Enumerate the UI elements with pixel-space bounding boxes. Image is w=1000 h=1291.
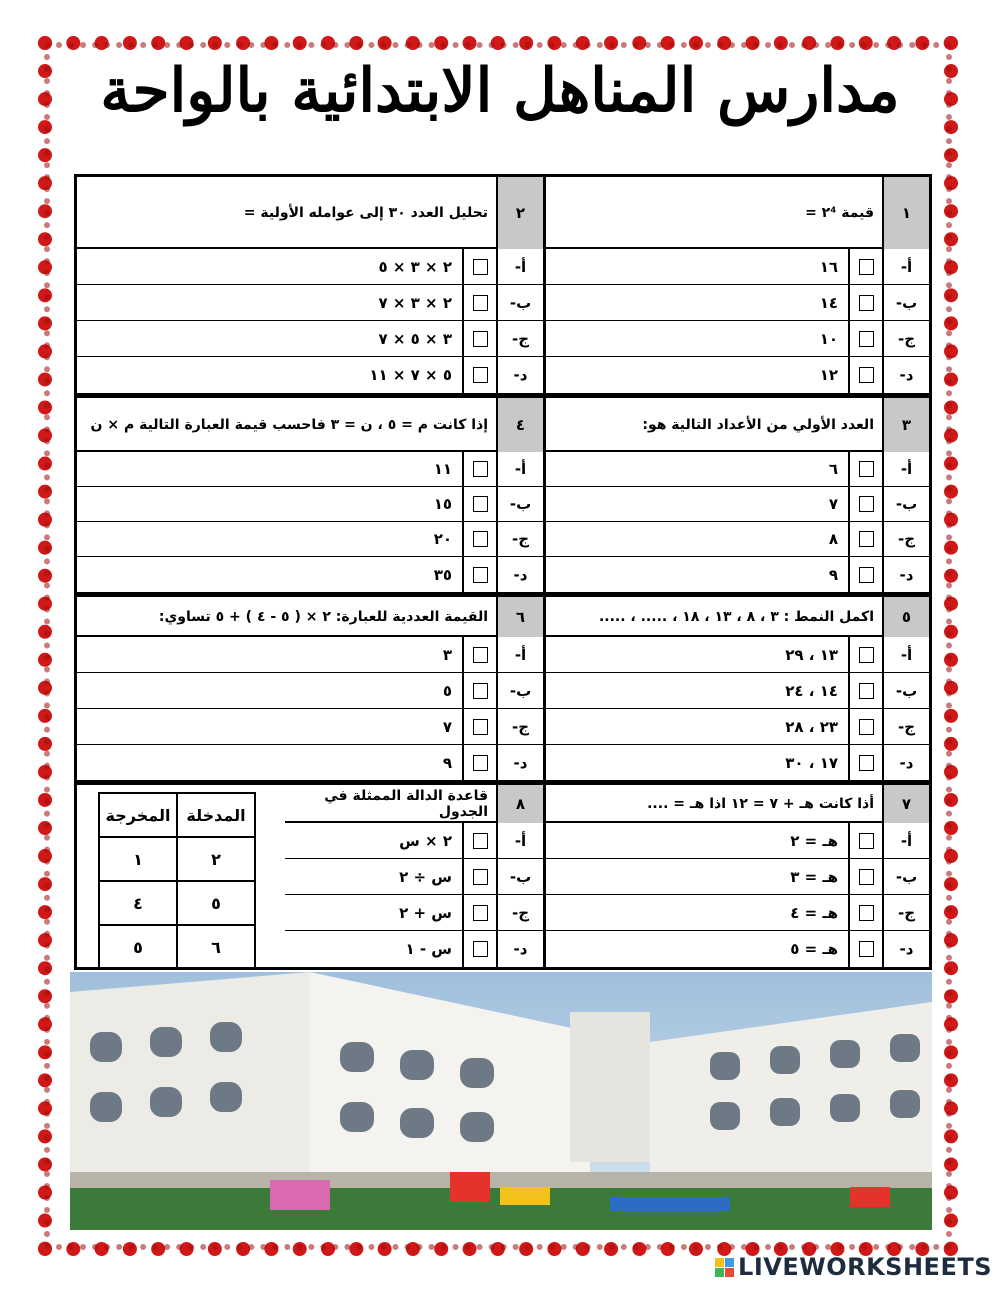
option-letter: ج-	[882, 895, 929, 930]
answer-checkbox[interactable]	[859, 295, 874, 311]
question-text: اكمل النمط : ٣ ، ٨ ، ١٣ ، ١٨ ، ..... ، .....	[598, 609, 874, 625]
question-header	[546, 177, 929, 249]
checkbox-cell	[848, 357, 882, 393]
checkbox-cell	[462, 321, 496, 356]
option-letter: أ-	[882, 823, 929, 858]
checkbox-cell	[848, 557, 882, 592]
option-letter: أ-	[496, 823, 543, 858]
option-letter: ج-	[496, 895, 543, 930]
school-building-photo	[70, 972, 932, 1230]
checkbox-cell	[462, 931, 496, 967]
answer-option[interactable]	[546, 557, 929, 592]
liveworksheets-logo-icon	[715, 1258, 734, 1277]
table-cell: ٥	[177, 881, 255, 925]
checkbox-cell	[848, 522, 882, 556]
question-number: ٣	[882, 398, 929, 452]
option-value: ٨	[828, 530, 838, 548]
answer-checkbox[interactable]	[859, 367, 874, 383]
answer-option[interactable]	[546, 249, 929, 285]
option-value: ١٢	[819, 366, 838, 384]
option-value: ٩	[828, 565, 838, 584]
answer-checkbox[interactable]	[859, 647, 874, 663]
answer-checkbox[interactable]	[473, 461, 488, 477]
school-photo-illustration	[70, 972, 932, 1230]
option-letter: أ-	[496, 452, 543, 486]
answer-option[interactable]	[546, 285, 929, 321]
table-cell: ٤	[99, 881, 177, 925]
answer-option[interactable]	[77, 637, 543, 673]
question-number: ٤	[496, 398, 543, 452]
option-letter: د-	[882, 557, 929, 592]
answer-option[interactable]	[546, 522, 929, 557]
answer-checkbox[interactable]	[859, 755, 874, 771]
option-letter: ج-	[882, 709, 929, 744]
option-value: ١٤	[819, 293, 838, 312]
checkbox-cell	[462, 357, 496, 393]
answer-option[interactable]	[546, 487, 929, 522]
answer-checkbox[interactable]	[473, 367, 488, 383]
option-value: هـ = ٣	[790, 867, 838, 886]
option-value: ٥ × ٧ × ١١	[369, 366, 452, 384]
answer-checkbox[interactable]	[859, 833, 874, 849]
question-header	[285, 785, 543, 823]
checkbox-cell	[848, 487, 882, 521]
answer-checkbox[interactable]	[859, 869, 874, 885]
answer-option[interactable]	[77, 487, 543, 522]
question-header	[546, 398, 929, 452]
answer-option[interactable]	[546, 452, 929, 487]
question-text: قيمة ٢⁴ =	[805, 205, 874, 221]
question-header	[77, 597, 543, 637]
answer-checkbox[interactable]	[473, 295, 488, 311]
answer-option[interactable]	[77, 557, 543, 592]
answer-checkbox[interactable]	[473, 531, 488, 547]
table-cell: ١	[99, 837, 177, 881]
question-header	[77, 177, 543, 249]
table-cell: ٦	[177, 925, 255, 969]
answer-checkbox[interactable]	[859, 941, 874, 957]
answer-option[interactable]	[285, 895, 543, 931]
option-value: هـ = ٥	[790, 940, 838, 958]
option-letter: ب-	[882, 673, 929, 708]
option-value: ٢٣ ، ٢٨	[785, 717, 838, 736]
table-cell: ٥	[99, 925, 177, 969]
answer-option[interactable]	[77, 745, 543, 781]
checkbox-cell	[848, 321, 882, 356]
question-text: أذا كانت هـ + ٧ = ١٢ اذا هـ = ....	[647, 796, 874, 812]
option-value: ٥	[442, 681, 452, 700]
question-text: تحليل العدد ٣٠ إلى عوامله الأولية =	[243, 205, 488, 221]
brand-text: LIVEWORKSHEETS	[738, 1253, 992, 1281]
question-number: ٨	[496, 785, 543, 823]
answer-checkbox[interactable]	[473, 719, 488, 735]
option-letter: أ-	[882, 637, 929, 672]
table-header-output: المخرجة	[99, 793, 177, 837]
option-value: ١٥	[433, 495, 452, 513]
option-value: ٢ × ٣ × ٥	[378, 257, 452, 276]
answer-checkbox[interactable]	[473, 567, 488, 583]
question-text: العدد الأولي من الأعداد التالية هو:	[642, 417, 874, 433]
answer-checkbox[interactable]	[473, 496, 488, 512]
option-value: ٢ × ٣ × ٧	[378, 293, 452, 312]
option-letter: ب-	[496, 673, 543, 708]
checkbox-cell	[462, 745, 496, 781]
question-number: ٦	[496, 597, 543, 637]
table-header-input: المدخلة	[177, 793, 255, 837]
option-letter: ب-	[496, 859, 543, 894]
answer-checkbox[interactable]	[859, 683, 874, 699]
checkbox-cell	[462, 709, 496, 744]
checkbox-cell	[848, 709, 882, 744]
checkbox-cell	[462, 285, 496, 320]
question-header	[77, 398, 543, 452]
answer-option[interactable]	[285, 931, 543, 967]
option-value: ١٧ ، ٣٠	[785, 754, 838, 772]
option-value: ٢ × س	[399, 831, 452, 850]
answer-checkbox[interactable]	[473, 683, 488, 699]
option-value: ١٦	[819, 257, 838, 276]
answer-option[interactable]	[77, 321, 543, 357]
option-value: س - ١	[405, 940, 452, 958]
answer-checkbox[interactable]	[473, 833, 488, 849]
option-letter: ب-	[882, 859, 929, 894]
answer-option[interactable]	[546, 931, 929, 967]
checkbox-cell	[848, 673, 882, 708]
checkbox-cell	[462, 452, 496, 486]
checkbox-cell	[848, 931, 882, 967]
answer-option[interactable]	[77, 285, 543, 321]
question-number: ١	[882, 177, 929, 249]
option-value: ١٠	[819, 329, 838, 348]
option-value: ٢٠	[433, 530, 452, 548]
answer-option[interactable]	[77, 673, 543, 709]
option-letter: ج-	[496, 321, 543, 356]
checkbox-cell	[848, 452, 882, 486]
option-value: ١٣ ، ٢٩	[785, 645, 838, 664]
answer-checkbox[interactable]	[859, 531, 874, 547]
option-value: ٣٥	[433, 565, 452, 584]
option-letter: أ-	[882, 452, 929, 486]
answer-option[interactable]	[546, 673, 929, 709]
answer-checkbox[interactable]	[473, 905, 488, 921]
checkbox-cell	[848, 745, 882, 781]
answer-option[interactable]	[77, 709, 543, 745]
answer-option[interactable]	[77, 357, 543, 393]
question-header	[546, 785, 929, 823]
answer-option[interactable]	[546, 637, 929, 673]
answer-checkbox[interactable]	[473, 331, 488, 347]
option-value: هـ = ٤	[790, 903, 838, 922]
answer-checkbox[interactable]	[859, 259, 874, 275]
answer-option[interactable]	[77, 452, 543, 487]
question-number: ٢	[496, 177, 543, 249]
checkbox-cell	[462, 522, 496, 556]
option-value: هـ = ٢	[790, 831, 838, 850]
option-letter: ج-	[496, 522, 543, 556]
answer-checkbox[interactable]	[859, 719, 874, 735]
answer-checkbox[interactable]	[473, 755, 488, 771]
option-letter: ج-	[882, 321, 929, 356]
checkbox-cell	[848, 637, 882, 672]
liveworksheets-logo	[715, 1253, 992, 1281]
option-value: ٦	[828, 460, 838, 478]
option-letter: ب-	[882, 487, 929, 521]
checkbox-cell	[848, 285, 882, 320]
option-letter: د-	[882, 931, 929, 967]
answer-option[interactable]	[546, 895, 929, 931]
option-letter: ب-	[496, 285, 543, 320]
question-header	[546, 597, 929, 637]
checkbox-cell	[462, 823, 496, 858]
answer-option[interactable]	[285, 859, 543, 895]
option-letter: د-	[882, 357, 929, 393]
option-letter: أ-	[496, 249, 543, 284]
checkbox-cell	[462, 859, 496, 894]
question-text: إذا كانت م = ٥ ، ن = ٣ فاحسب قيمة العبارة التالية م × ن	[90, 417, 488, 433]
checkbox-cell	[462, 637, 496, 672]
option-letter: د-	[496, 557, 543, 592]
answer-option[interactable]	[285, 823, 543, 859]
answer-option[interactable]	[77, 522, 543, 557]
option-value: ١١	[433, 460, 452, 478]
option-letter: د-	[496, 357, 543, 393]
checkbox-cell	[462, 487, 496, 521]
option-letter: ج-	[882, 522, 929, 556]
answer-option[interactable]	[77, 249, 543, 285]
option-letter: ج-	[496, 709, 543, 744]
option-value: ٧	[828, 495, 838, 513]
option-value: س + ٢	[399, 903, 452, 922]
option-letter: أ-	[496, 637, 543, 672]
question-number: ٧	[882, 785, 929, 823]
answer-checkbox[interactable]	[859, 331, 874, 347]
checkbox-cell	[848, 859, 882, 894]
answer-option[interactable]	[546, 859, 929, 895]
answer-checkbox[interactable]	[859, 905, 874, 921]
question-text: القيمة العددية للعبارة: ٢ × ( ٥ - ٤ ) + ٥ تساوي:	[158, 609, 488, 625]
answer-checkbox[interactable]	[473, 941, 488, 957]
answer-checkbox[interactable]	[859, 567, 874, 583]
table-cell: ٢	[177, 837, 255, 881]
option-letter: د-	[496, 745, 543, 781]
checkbox-cell	[462, 249, 496, 284]
option-value: ٣	[442, 645, 452, 664]
checkbox-cell	[462, 673, 496, 708]
option-letter: ب-	[882, 285, 929, 320]
option-letter: د-	[496, 931, 543, 967]
option-value: ٩	[442, 754, 452, 772]
question-text: قاعدة الدالة الممثلة في الجدول	[324, 788, 488, 820]
answer-option[interactable]	[546, 357, 929, 393]
function-table	[98, 792, 256, 970]
option-letter: أ-	[882, 249, 929, 284]
option-value: ١٤ ، ٢٤	[785, 681, 838, 700]
answer-option[interactable]	[546, 823, 929, 859]
option-letter: د-	[882, 745, 929, 781]
checkbox-cell	[848, 823, 882, 858]
question-number: ٥	[882, 597, 929, 637]
answer-checkbox[interactable]	[473, 869, 488, 885]
answer-checkbox[interactable]	[859, 461, 874, 477]
answer-option[interactable]	[546, 321, 929, 357]
option-letter: ب-	[496, 487, 543, 521]
page-title: مدارس المناهل الابتدائية بالواحة	[100, 56, 900, 126]
answer-checkbox[interactable]	[473, 647, 488, 663]
option-value: س ÷ ٢	[399, 867, 452, 886]
option-value: ٣ × ٥ × ٧	[378, 329, 452, 348]
answer-checkbox[interactable]	[473, 259, 488, 275]
checkbox-cell	[848, 249, 882, 284]
checkbox-cell	[462, 895, 496, 930]
answer-option[interactable]	[546, 745, 929, 781]
answer-option[interactable]	[546, 709, 929, 745]
option-value: ٧	[442, 717, 452, 736]
checkbox-cell	[462, 557, 496, 592]
checkbox-cell	[848, 895, 882, 930]
answer-checkbox[interactable]	[859, 496, 874, 512]
